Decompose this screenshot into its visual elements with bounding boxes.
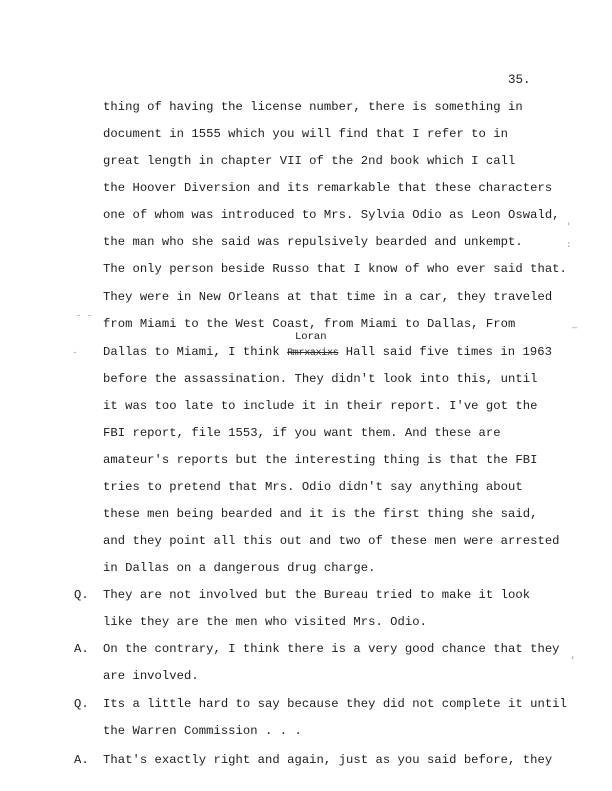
- text-line: it was too late to include it in their report. I've got the: [103, 399, 538, 413]
- text-line: tries to pretend that Mrs. Odio didn't say anything about: [103, 480, 523, 494]
- text-line: FBI report, file 1553, if you want them. And these are: [103, 426, 501, 440]
- text-line: like they are the men who visited Mrs. Odio.: [103, 615, 428, 629]
- scan-speck: ‹: [570, 653, 576, 663]
- scan-speck: :: [566, 240, 572, 250]
- text-line: They were in New Orleans at that time in a car, they traveled: [103, 290, 553, 304]
- text-line: The only person beside Russo that I know of who ever said that.: [103, 262, 567, 276]
- line-segment: Hall said five times in 1963: [338, 345, 552, 359]
- text-line: document in 1555 which you will find that I refer to in: [103, 127, 509, 141]
- question-marker: Q.: [74, 697, 89, 711]
- text-line: from Miami to the West Coast, from Miami to Dallas, From: [103, 317, 516, 331]
- text-line: great length in chapter VII of the 2nd book which I call: [103, 154, 516, 168]
- text-line: before the assassination. They didn't look into this, until: [103, 372, 538, 386]
- text-line: That's exactly right and again, just as you said before, they: [103, 753, 553, 767]
- text-line: the man who she said was repulsively bearded and unkempt.: [103, 235, 523, 249]
- scan-speck: -: [72, 348, 78, 358]
- text-line: On the contrary, I think there is a very good chance that they: [103, 642, 560, 656]
- interlined-correction: Loran: [295, 331, 327, 343]
- text-line: are involved.: [103, 669, 199, 683]
- page-number: 35.: [508, 73, 531, 87]
- text-line: in Dallas on a dangerous drug charge.: [103, 561, 376, 575]
- answer-marker: A.: [74, 753, 89, 767]
- line-segment: Dallas to Miami, I think: [103, 345, 288, 359]
- scan-speck: —: [572, 323, 578, 333]
- answer-marker: A.: [74, 642, 89, 656]
- text-line: Its a little hard to say because they did not complete it until: [103, 697, 567, 711]
- text-line: these men being bearded and it is the first thing she said,: [103, 507, 538, 521]
- text-line: They are not involved but the Bureau tried to make it look: [103, 588, 531, 602]
- text-line: amateur's reports but the interesting thing is that the FBI: [103, 453, 538, 467]
- question-marker: Q.: [74, 588, 89, 602]
- text-line: thing of having the license number, there is something in: [103, 100, 523, 114]
- corrected-text-line: [103, 345, 552, 359]
- scan-speck: ': [566, 222, 572, 232]
- struck-out-word: Rmrxaxixs: [287, 348, 339, 359]
- text-line: the Hoover Diversion and its remarkable that these characters: [103, 181, 553, 195]
- text-line: the Warren Commission . . .: [103, 724, 302, 738]
- text-line: one of whom was introduced to Mrs. Sylvia Odio as Leon Oswald,: [103, 208, 560, 222]
- text-line: and they point all this out and two of these men were arrested: [103, 534, 560, 548]
- scan-speck: - -: [76, 311, 93, 321]
